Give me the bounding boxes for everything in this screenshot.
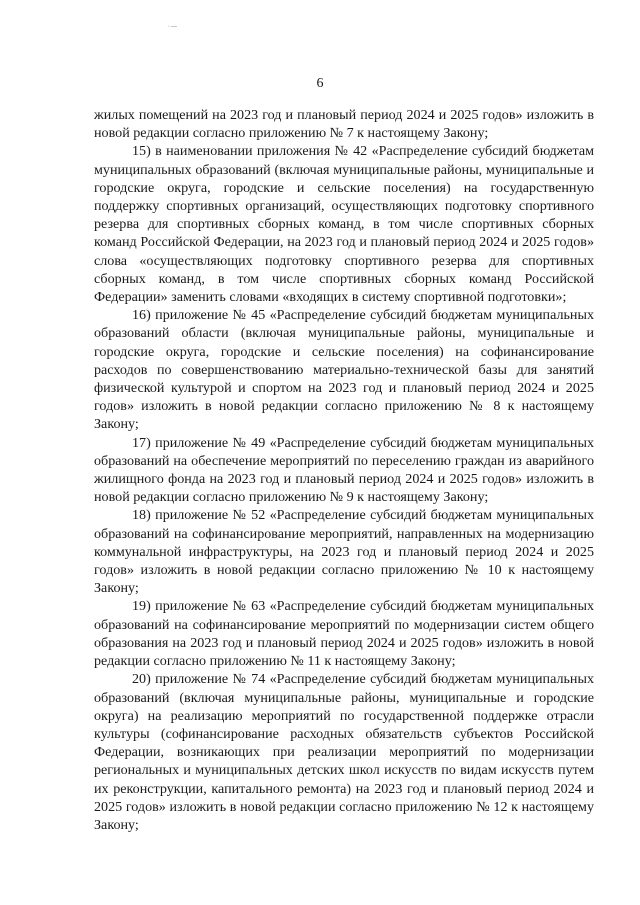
paragraph-item-19: 19) приложение № 63 «Распределение субсидий бюджетам муниципальных образований на софинансирование мероприятий по модернизации систем общего образования на 2023 год и плановый период 2024 и 2025 годов» изложить в новой редакции согласно приложению № 11 к настоящему Закону; [94,598,594,670]
paragraph-item-20: 20) приложение № 74 «Распределение субсидий бюджетам муниципальных образований (включая муниципальные районы, муниципальные и городские округа) на реализацию мероприятий по государственной поддержке отрасли культуры (софинансирование расходных обязательств субъектов Российской Федерации, возникающих при реализации мероприятий по модернизации региональных и муниципальных детских школ искусств по видам искусств путем их реконструкции, капитального ремонта) на 2023 год и плановый период 2024 и 2025 годов» изложить в новой редакции согласно приложению № 12 к настоящему Закону; [94,671,594,833]
document-body [94,106,594,834]
paragraph-item-16: 16) приложение № 45 «Распределение субсидий бюджетам муниципальных образований области (включая муниципальные районы, муниципальные и городские округа, городские и сельские поселения) на софинансирование расходов по совершенствованию материально-технической базы для занятий физической культурой и спортом на 2023 год и плановый период 2024 и 2025 годов» изложить в новой редакции согласно приложению № 8 к настоящему Закону; [94,307,594,433]
page-number: 6 [316,76,324,91]
paragraph-item-17: 17) приложение № 49 «Распределение субсидий бюджетам муниципальных образований на обеспечение мероприятий по переселению граждан из аварийного жилищного фонда на 2023 год и плановый период 2024 и 2025 годов» изложить в новой редакции согласно приложению № 9 к настоящему Закону; [94,434,594,506]
paragraph-continuation: жилых помещений на 2023 год и плановый период 2024 и 2025 годов» изложить в новой редакции согласно приложению № 7 к настоящему Закону; [94,107,594,142]
paragraph-item-15: 15) в наименовании приложения № 42 «Распределение субсидий бюджетам муниципальных образований (включая муниципальные районы, муниципальные и городские округа, городские и сельские поселения) на государственную поддержку спортивных организаций, осуществляющих подготовку спортивного резерва для спортивных сборных команд, в том числе спортивных сборных команд Российской Федерации, на 2023 год и плановый период 2024 и 2025 годов» слова «осуществляющих подготовку спортивного резерва для спортивных сборных команд, в том числе спортивных сборных команд Российской Федерации» заменить словами «входящих в систему спортивной подготовки»; [94,143,594,306]
paragraph-item-18: 18) приложение № 52 «Распределение субсидий бюджетам муниципальных образований на софинансирование мероприятий, направленных на модернизацию коммунальной инфраструктуры, на 2023 год и плановый период 2024 и 2025 годов» изложить в новой редакции согласно приложению № 10 к настоящему Закону; [94,507,594,597]
scan-mark: ·— [168,24,178,30]
